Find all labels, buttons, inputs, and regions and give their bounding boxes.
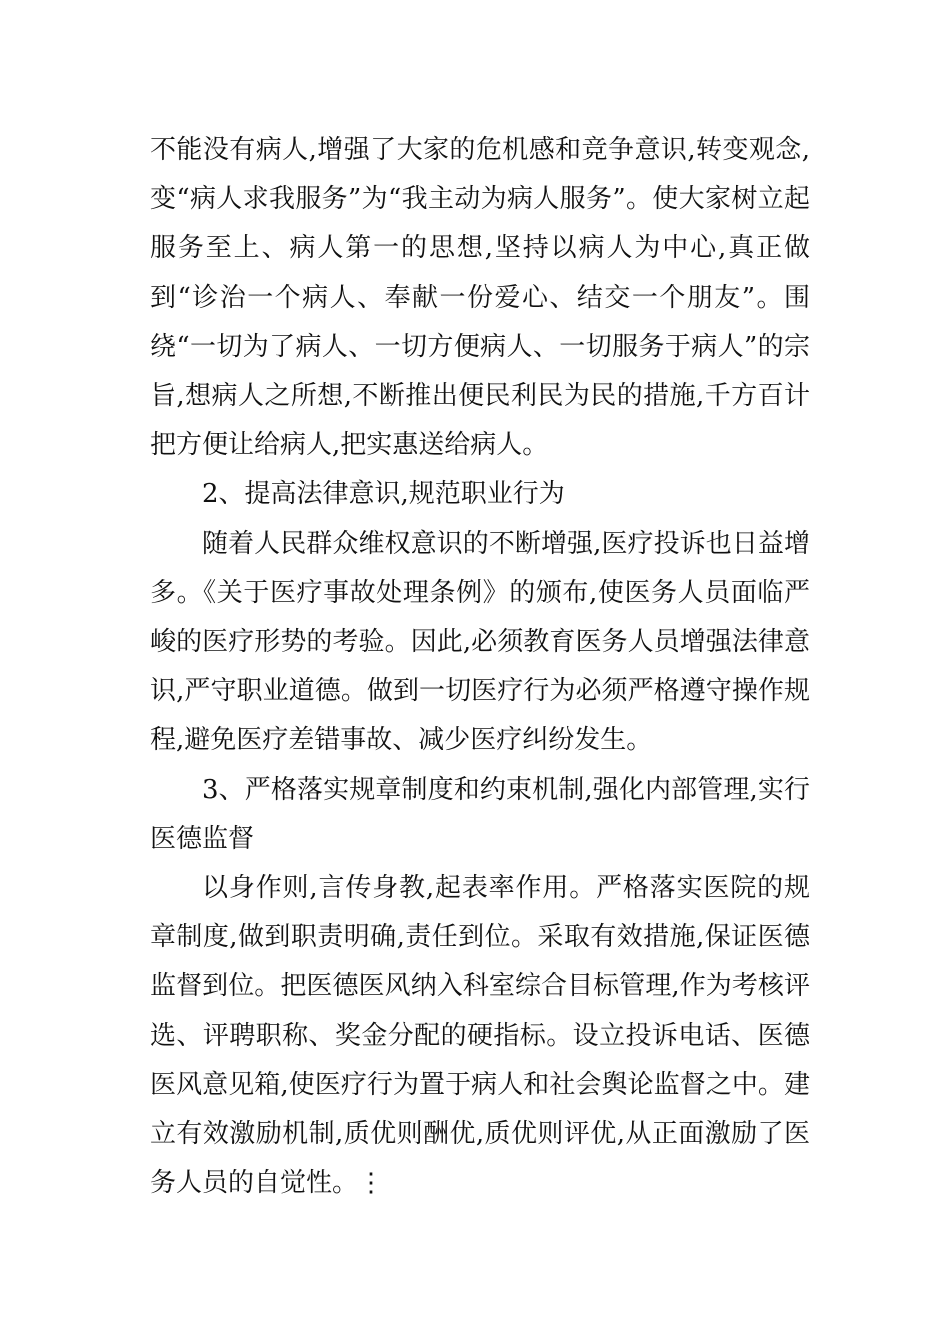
section-heading-2: 2、提高法律意识,规范职业行为 — [202, 479, 565, 510]
section-heading-3: 3、严格落实规章制度和约束机制,强化内部管理,实行医德监督 — [150, 774, 810, 854]
paragraph-continuation: 不能没有病人,增强了大家的危机感和竞争意识,转变观念,变“病人求我服务”为“我主动为病人服务”。使大家树立起服务至上、病人第一的思想,坚持以病人为中心,真正做到“诊治一个病人、奉献一份爱心、结交一个朋友”。围绕“一切为了病人、一切方便病人、一切服务于病人”的宗旨,想病人之所想,不断推出便民利民为民的措施,千方百计把方便让给病人,把实惠送给病人。 — [150, 135, 810, 461]
paragraph-supervision: 以身作则,言传身教,起表率作用。严格落实医院的规章制度,做到职责明确,责任到位。采取有效措施,保证医德监督到位。把医德医风纳入科室综合目标管理,作为考核评选、评聘职称、奖金分配的硬指标。设立投诉电话、医德医风意见箱,使医疗行为置于病人和社会舆论监督之中。建立有效激励机制,质优则酬优,质优则评优,从正面激励了医务人员的自觉性。⋮ — [150, 873, 810, 1199]
document-body — [150, 126, 810, 1208]
paragraph-legal-awareness: 随着人民群众维权意识的不断增强,医疗投诉也日益增多。《关于医疗事故处理条例》的颁布,使医务人员面临严峻的医疗形势的考验。因此,必须教育医务人员增强法律意识,严守职业道德。做到一切医疗行为必须严格遵守操作规程,避免医疗差错事故、减少医疗纠纷发生。 — [150, 528, 810, 756]
